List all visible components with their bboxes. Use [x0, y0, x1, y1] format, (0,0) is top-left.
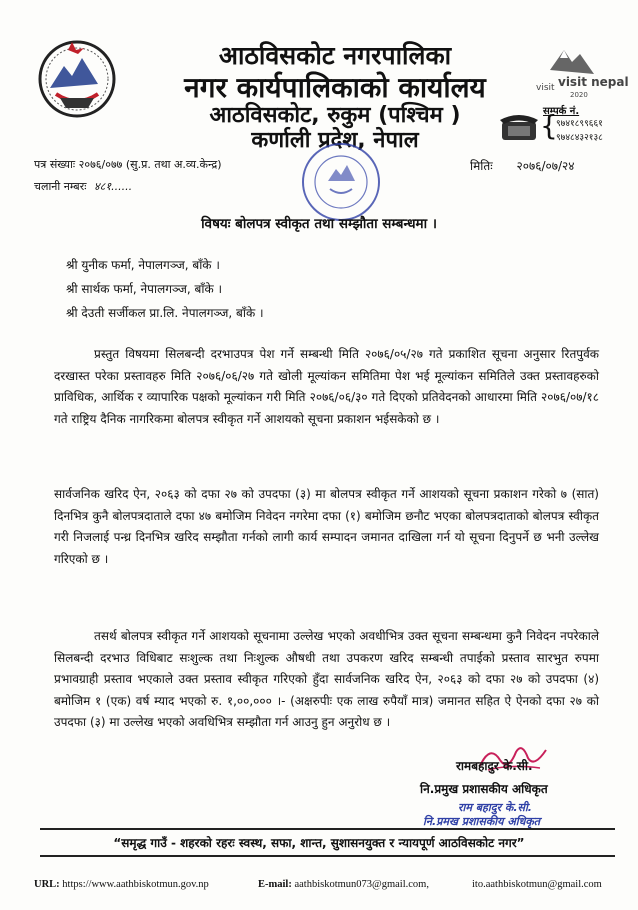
contact-title: सम्पर्क नं. — [543, 106, 580, 117]
date-label: मितिः — [470, 159, 493, 173]
signature-stamp-name: राम बहादुर के.सी. — [458, 801, 532, 814]
footer-rule-top — [40, 828, 615, 830]
contact-phone-2: ९७४८४३२१३८ — [556, 133, 603, 143]
body-paragraph-2: सार्वजनिक खरिद ऐन, २०६३ को दफा २७ को उपदफा (३) मा बोलपत्र स्वीकृत गर्ने आशयको सूचना प्रकाशन गरेको ७ (सात) दिनभित्र कुनै बोलपत्रदाताले दफा ४७ बमोजिम निवेदन नगरेमा दफा (१) बमोजिम छनौट भएका बोलपत्रदाताको बोलपत्र स्वीकृत गरी निजलाई पन्ध्र दिनभित्र खरिद सम्झौता गर्नको लागी कार्य सम्पादन जमानत दाखिला गर्न यो सूचना दिनुपर्ने छ भनी उल्लेख गरिएको छ । — [54, 487, 599, 566]
dispatch-value: ४८१...... — [93, 180, 133, 193]
footer-url — [34, 879, 209, 890]
visit-nepal-logo — [530, 40, 629, 100]
letter-subject: विषयः बोलपत्र स्वीकृत तथा सम्झौता सम्बन्धमा । — [201, 216, 437, 232]
date-value: २०७६/०७/२४ — [516, 159, 575, 173]
brace-icon: { — [540, 109, 558, 142]
footer-rule-bottom — [40, 855, 615, 857]
reference-value: २०७६/०७७ (सु.प्र. तथा अ.व्य.केन्द्र) — [78, 158, 222, 171]
contact-phone-1: ९७४१८९९६६१ — [556, 119, 603, 129]
url-link[interactable]: https://www.aathbiskotmun.gov.np — [62, 879, 209, 890]
municipality-motto: “समृद्ध गाउँ - शहरको रहरः स्वस्थ, सफा, शान्त, सुशासनयुक्त र न्यायपूर्ण आठविसकोट नगर” — [113, 836, 525, 850]
signatory-title: नि.प्रमुख प्रशासकीय अधिकृत — [420, 782, 548, 796]
municipality-emblem-icon — [38, 38, 116, 120]
office-name: नगर कार्यपालिकाको कार्यालय — [184, 71, 486, 104]
letter-date — [470, 157, 575, 174]
reference-number — [34, 157, 222, 172]
visit-nepal-year: 2020 — [570, 91, 588, 99]
recipient-1: श्री युनीक फर्मा, नेपालगञ्ज, बाँके । — [66, 258, 220, 272]
telephone-icon — [498, 110, 540, 142]
recipient-2: श्री सार्थक फर्मा, नेपालगञ्ज, बाँके । — [66, 282, 223, 296]
url-label: URL: — [34, 879, 60, 890]
email-link-1[interactable]: aathbiskotmun073@gmail.com, — [294, 879, 429, 890]
province-country: कर्णाली प्रदेश, नेपाल — [251, 128, 419, 153]
signature-stamp-title: नि.प्रमख प्रशासकीय अधिकृत — [423, 815, 541, 828]
dispatch-number — [34, 179, 132, 194]
footer-email — [258, 879, 429, 890]
dispatch-label: चलानी नम्बरः — [34, 180, 87, 193]
recipient-3: श्री देउती सर्जीकल प्रा.लि. नेपालगञ्ज, बाँके । — [66, 306, 264, 320]
body-paragraph-3: तसर्थ बोलपत्र स्वीकृत गर्ने आशयको सूचनामा उल्लेख भएको अवधीभित्र उक्त सूचना सम्बन्धमा कुनै निवेदन नपरेकाले सिलबन्दी दरभाउ विधिबाट सःशुल्क तथा निःशुल्क औषधी तथा उपकरण खरिद सम्बन्धी तपाईको प्रस्ताव सारभुत रुपमा प्रभावग्राही प्रस्ताव भएकाले उक्त प्रस्ताव स्वीकृत गरिएको हुँदा सार्वजनिक खरिद ऐन, २०६३ को दफा २७ को उपदफा (४) बमोजिम १ (एक) वर्ष म्याद भएको रु. १,००,००० ।- (अक्षरुपीः एक लाख रुपैयाँ मात्र) जमानत सहित ऐ ऐनको दफा २७ को उपदफा (३) मा उल्लेख भएको अवधिभित्र सम्झौता गर्न आउनु हुन अनुरोध छ । — [54, 629, 599, 729]
office-seal-stamp — [300, 141, 382, 223]
visit-nepal-brand: visit nepal — [558, 75, 629, 89]
body-paragraph-1: प्रस्तुत विषयमा सिलबन्दी दरभाउपत्र पेश गर्ने सम्बन्धी मिति २०७६/०५/२७ गते प्रकाशित सूचना अनुसार रितपुर्वक दरखास्त परेका प्रस्तावहरु मिति २०७६/०६/२७ गते खोली मूल्यांकन समितिमा पेश भई मूल्यांकन समितिले उक्त प्रस्तावहरुको प्राविधिक, आर्थिक र व्यापारिक पक्षको मूल्यांकन गरी मिति २०७६/०६/३० गते दिएको प्रतिवेदनको आधारमा मिति २०७६/०७/१८ गते राष्ट्रिय दैनिक नागरिकमा बोलपत्र स्वीकृत गर्ने आशयको सूचना प्रकाशन भईसकेको छ । — [54, 347, 599, 426]
email-label: E-mail: — [258, 879, 292, 890]
reference-label: पत्र संख्याः — [34, 158, 76, 171]
municipality-name: आठविसकोट नगरपालिका — [218, 41, 452, 70]
signatory-name: रामबहादुर के.सी. — [456, 759, 533, 773]
svg-text:visit: visit — [536, 83, 555, 93]
office-location: आठविसकोट, रुकुम (पश्चिम ) — [209, 103, 461, 128]
email-link-2[interactable]: ito.aathbiskotmun@gmail.com — [472, 879, 602, 890]
